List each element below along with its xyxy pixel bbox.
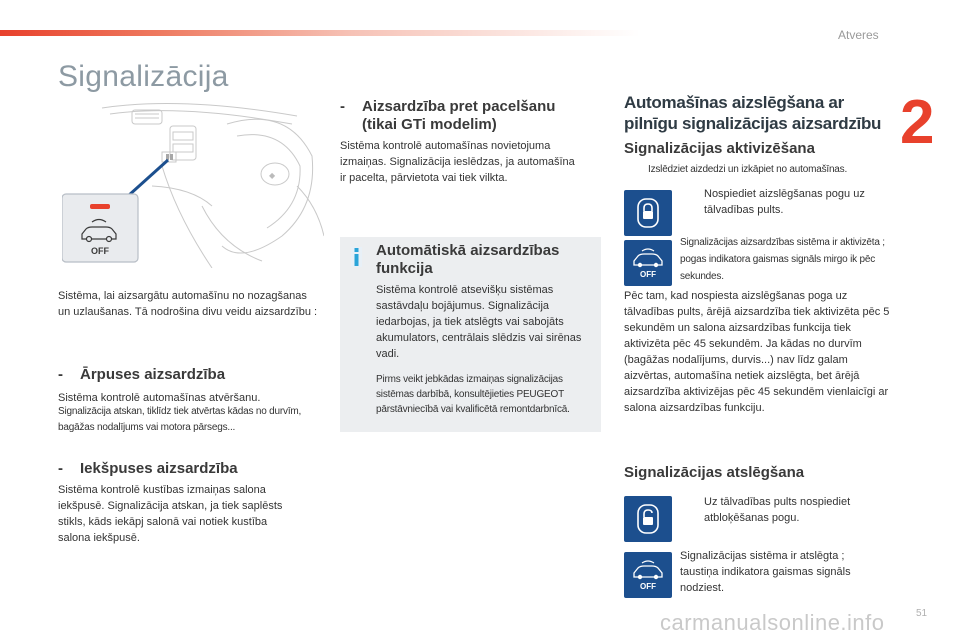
lock-icon bbox=[624, 190, 672, 236]
alarm-off-icon bbox=[624, 552, 672, 598]
auto-protection-heading-line2: funkcija bbox=[376, 260, 433, 277]
activation-step1-text: Izslēdziet aizdedzi un izkāpiet no automašīnas. bbox=[648, 164, 848, 175]
anti-lift-text: Sistēma kontrolē automašīnas novietojuma izmaiņas. Signalizācija ieslēdzas, ja automašīna ir pacelta, pārvietota vai tiek vilkta. bbox=[340, 140, 575, 184]
activation-step2-text: Nospiediet aizslēgšanas pogu uz tālvadības pults. bbox=[704, 188, 865, 216]
info-icon bbox=[351, 247, 362, 267]
auto-protection-heading-line1: Automātiskā aizsardzības bbox=[376, 242, 560, 259]
svg-text:OFF: OFF bbox=[640, 270, 656, 278]
alarm-off-icon bbox=[624, 240, 672, 286]
activation-indicator: Signalizācijas aizsardzības sistēma ir aktivizēta ; pogas indikatora gaismas signāls mirgo ik pēc sekundes. bbox=[680, 237, 885, 282]
activation-step1 bbox=[624, 162, 894, 178]
locking-heading bbox=[624, 92, 894, 134]
page-title: Signalizācija bbox=[58, 60, 229, 93]
interior-heading: - Iekšpuses aizsardzība bbox=[58, 460, 238, 477]
anti-lift-heading: - Aizsardzība pret pacelšanu (tikai GTi modelim) bbox=[340, 98, 600, 134]
locking-heading-line2: pilnīgu signalizācijas aizsardzību bbox=[624, 114, 882, 133]
unlocking-indicator: Signalizācijas sistēma ir atslēgta ; taustiņa indikatora gaismas signāls nodziest. bbox=[680, 550, 851, 594]
exterior-heading-text: Ārpuses aizsardzība bbox=[80, 366, 226, 383]
interior-heading-text: Iekšpuses aizsardzība bbox=[80, 460, 238, 477]
svg-text:OFF: OFF bbox=[640, 582, 656, 590]
unlocking-step1 bbox=[680, 494, 894, 526]
exterior-heading: - Ārpuses aizsardzība bbox=[58, 366, 226, 383]
activation-paragraph: Pēc tam, kad nospiesta aizslēgšanas poga uz tālvadības pults, ārējā aizsardzība tiek aktivizēta pēc 5 sekundēm un salona aizsardzības funkcija tiek aktivizēta pēc 45 sekundēm. Ja kādas no durvīm (bagāžas nodalījums, durvis...) nav līdz galam aizvērtas, automašīna netiek aizslēgta, bet ārējā aizsardzība aktivizējas pēc 45 sekundēm vienlaicīgi ar salona aizsardzības funkciju. bbox=[624, 290, 890, 414]
activation-step2 bbox=[680, 186, 894, 218]
exterior-line1: Sistēma kontrolē automašīnas atvēršanu. bbox=[58, 392, 261, 404]
exterior-line2: Signalizācija atskan, tiklīdz tiek atvērtas kādas no durvīm, bagāžas nodalījums vai motora pārsegs... bbox=[58, 406, 302, 433]
interior-text: Sistēma kontrolē kustības izmaiņas salona iekšpusē. Signalizācija atskan, ja tiek saplēsts stikls, kāds iekāpj salonā vai notiek kustība salona iekšpusē. bbox=[58, 484, 283, 544]
auto-protection-heading bbox=[376, 242, 596, 278]
auto-protection-text: Sistēma kontrolē atsevišķu sistēmas sastāvdaļu bojājumus. Signalizācija iedarbojas, ja tiek atslēgts vai sabojāts akumulators, centrālais slēdzis vai sirēnas vadi. bbox=[376, 284, 582, 360]
svg-text:◆: ◆ bbox=[269, 171, 276, 180]
chapter-number: 2 bbox=[900, 88, 935, 157]
header-accent-bar bbox=[0, 30, 640, 36]
svg-text:OFF: OFF bbox=[91, 246, 109, 256]
page-number: 51 bbox=[916, 608, 928, 619]
watermark: carmanualsonline.info bbox=[660, 610, 885, 635]
intro-text: Sistēma, lai aizsargātu automašīnu no nozagšanas un uzlaušanas. Tā nodrošina divu veidu aizsardzību : bbox=[58, 290, 318, 318]
unlock-icon bbox=[624, 496, 672, 542]
activation-heading: Signalizācijas aktivizēšana bbox=[624, 140, 815, 157]
auto-protection-note: Pirms veikt jebkādas izmaiņas signalizācijas sistēmas darbībā, konsultējieties PEUGEOT pārstāvniecībā vai kvalificētā remontdarbnīcā. bbox=[376, 374, 570, 415]
anti-lift-heading-line2: (tikai GTi modelim) bbox=[362, 116, 497, 133]
section-title: Atveres bbox=[838, 28, 879, 42]
unlocking-heading: Signalizācijas atslēgšana bbox=[624, 464, 805, 481]
locking-heading-line1: Automašīnas aizslēgšana ar bbox=[624, 93, 844, 112]
unlocking-step1-text: Uz tālvadības pults nospiediet atbloķēšanas pogu. bbox=[704, 496, 851, 524]
dashboard-illustration bbox=[62, 96, 324, 268]
anti-lift-heading-line1: Aizsardzība pret pacelšanu bbox=[362, 98, 556, 115]
